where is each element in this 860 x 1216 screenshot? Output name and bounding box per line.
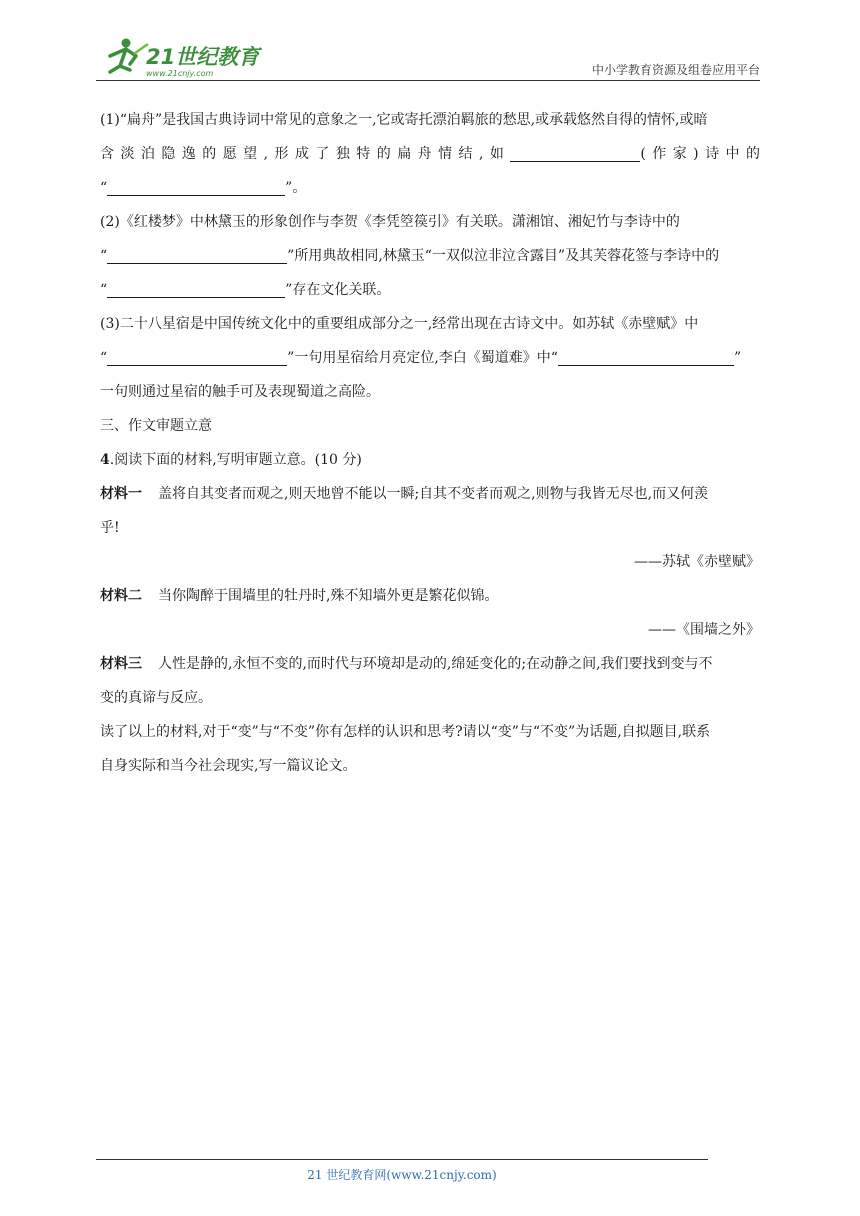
section-title: 三、作文审题立意	[100, 418, 212, 434]
quote-open: “	[100, 248, 108, 264]
material-2-source: ——《围墙之外》	[648, 622, 760, 638]
text-span: ”。	[285, 180, 307, 196]
q3-2-line2	[100, 239, 760, 273]
platform-name: 中小学教育资源及组卷应用平台	[591, 63, 760, 77]
logo	[96, 34, 266, 80]
text-span: ”一句用星宿给月亮定位,李白《蜀道难》中“	[287, 350, 558, 366]
material-label: 材料一	[100, 486, 142, 502]
material-1-line2: 乎!	[100, 520, 120, 536]
material-2-line1	[100, 579, 760, 613]
material-label: 材料三	[100, 656, 142, 672]
text-span: ”存在文化关联。	[285, 282, 391, 298]
material-1-line1	[100, 477, 760, 511]
quote-open: “	[100, 350, 108, 366]
fill-blank-verse[interactable]	[107, 245, 287, 264]
question-number: 4	[100, 452, 110, 468]
q3-1-line2	[100, 137, 760, 171]
material-text: 人性是静的,永恒不变的,而时代与环境却是动的,绵延变化的;在动静之间,我们要找到变与不	[158, 656, 713, 672]
q4-prompt	[100, 443, 760, 477]
text-span: 含淡泊隐逸的愿望,形成了独特的扁舟情结,如	[100, 146, 511, 162]
logo-main-text: 21世纪教育	[146, 45, 260, 69]
material-label: 材料二	[100, 588, 142, 604]
q3-2-line1: (2)《红楼梦》中林黛玉的形象创作与李贺《李凭箜篌引》有关联。潇湘馆、湘妃竹与李诗中的	[100, 214, 680, 230]
material-3-line2: 变的真谛与反应。	[100, 690, 212, 706]
q3-3-line2	[100, 341, 760, 375]
footer-link[interactable]: 21 世纪教育网(www.21cnjy.com)	[307, 1168, 497, 1182]
material-text: 盖将自其变者而观之,则天地曾不能以一瞬;自其不变者而观之,则物与我皆无尽也,而又何羡	[158, 486, 709, 502]
fill-blank-verse[interactable]	[107, 177, 285, 196]
q3-1-line3	[100, 171, 760, 205]
logo-runner-head	[122, 39, 131, 48]
logo-sub-text: www.21cnjy.com	[146, 69, 214, 78]
q3-3-line1: (3)二十八星宿是中国传统文化中的重要组成部分之一,经常出现在古诗文中。如苏轼《赤壁赋》中	[100, 316, 699, 332]
question-text: .阅读下面的材料,写明审题立意。(10 分)	[109, 452, 362, 468]
text-span: ”所用典故相同,林黛玉“一双似泣非泣含露目”及其芙蓉花签与李诗中的	[287, 248, 720, 264]
task-line2: 自身实际和当今社会现实,写一篇议论文。	[100, 758, 357, 774]
page-header	[96, 34, 760, 80]
logo-graphic	[96, 34, 266, 80]
quote-open: “	[100, 282, 108, 298]
material-text: 当你陶醉于围墙里的牡丹时,殊不知墙外更是繁花似锦。	[158, 588, 499, 604]
footer-divider	[96, 1159, 708, 1160]
text-span: (作家)诗中的	[640, 146, 760, 162]
task-line1: 读了以上的材料,对于“变”与“不变”你有怎样的认识和思考?请以“变”与“不变”为话题,自拟题目,联系	[100, 724, 711, 740]
q3-3-line3: 一句则通过星宿的触手可及表现蜀道之高险。	[100, 384, 380, 400]
q3-2-line3	[100, 273, 760, 307]
quote-close: ”	[733, 350, 742, 366]
fill-blank-verse[interactable]	[558, 347, 734, 366]
fill-blank-verse[interactable]	[107, 279, 285, 298]
fill-blank-verse[interactable]	[107, 347, 287, 366]
fill-blank-author[interactable]	[510, 143, 640, 162]
material-3-line1	[100, 647, 760, 681]
quote-open: “	[100, 180, 108, 196]
page-content	[100, 103, 760, 783]
material-1-source: ——苏轼《赤壁赋》	[634, 554, 760, 570]
q3-1-line1: (1)“扁舟”是我国古典诗词中常见的意象之一,它或寄托漂泊羁旅的愁思,或承载悠然自得的情怀,或暗	[100, 112, 708, 128]
logo-runner-body	[110, 49, 136, 72]
header-divider	[96, 80, 760, 81]
